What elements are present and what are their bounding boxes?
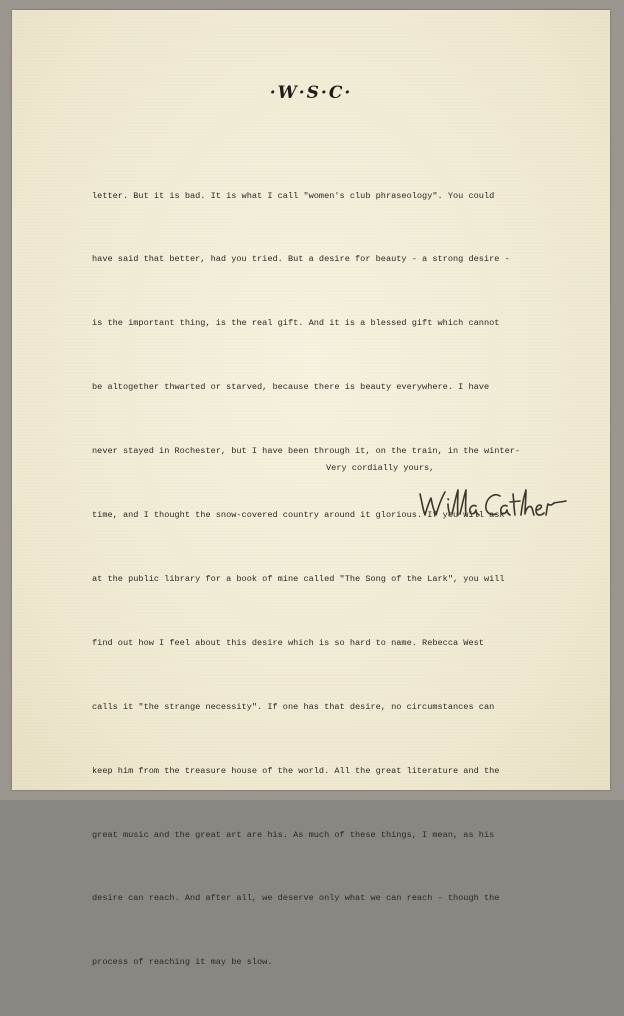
letter-line: desire can reach. And after all, we deserve only what we can reach - though the — [92, 893, 500, 904]
letter-line: find out how I feel about this desire which is so hard to name. Rebecca West — [92, 637, 484, 648]
letterhead-monogram: ·W·S·C· — [269, 83, 353, 103]
handwritten-signature — [414, 484, 574, 524]
letter-line: great music and the great art are his. As much of these things, I mean, as his — [92, 829, 495, 840]
letter-line: time, and I thought the snow-covered country around it glorious. If you will ask — [92, 510, 505, 521]
letter-line: letter. But it is bad. It is what I call "women's club phraseology". You could — [92, 190, 495, 201]
letter-line: is the important thing, is the real gift. And it is a blessed gift which cannot — [92, 318, 500, 329]
letter-line: calls it "the strange necessity". If one has that desire, no circumstances can — [92, 701, 495, 712]
letter-line: process of reaching it may be slow. — [92, 957, 273, 968]
letter-line: at the public library for a book of mine called "The Song of the Lark", you will — [92, 573, 505, 584]
letter-body — [92, 143, 592, 1016]
letter-closing: Very cordially yours, — [326, 463, 435, 473]
letter-line: have said that better, had you tried. But a desire for beauty - a strong desire - — [92, 254, 510, 265]
letter-line: be altogether thwarted or starved, because there is beauty everywhere. I have — [92, 382, 490, 393]
letter-page — [12, 10, 610, 968]
letter-line: never stayed in Rochester, but I have been through it, on the train, in the winter- — [92, 446, 521, 457]
letter-line: keep him from the treasure house of the world. All the great literature and the — [92, 765, 500, 776]
